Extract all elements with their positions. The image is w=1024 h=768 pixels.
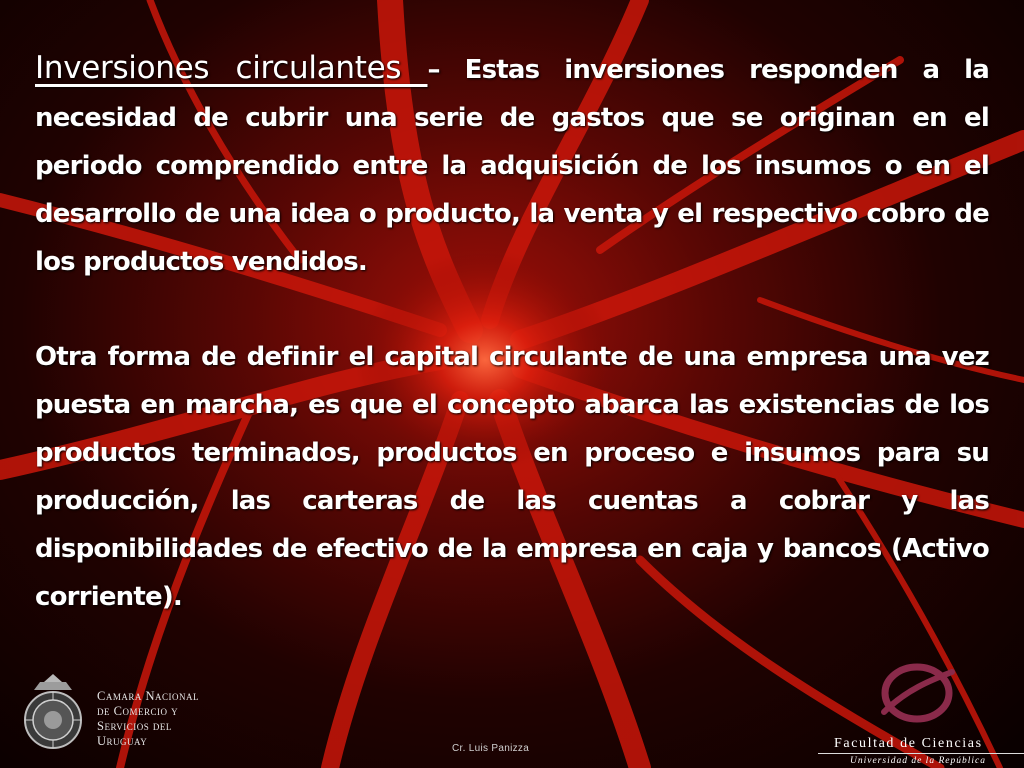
author-credit: Cr. Luis Panizza	[452, 743, 530, 754]
chamber-name-line: Camara Nacional	[97, 689, 199, 703]
paragraph-2: Otra forma de definir el capital circulante de una empresa una vez puesta en marcha, es que el concepto abarca las existencias de los productos terminados, productos en proceso e insumos para su producción, las carteras de las cuentas a cobrar y las disponibilidades de efectivo de la empresa en caja y bancos (Activo corriente).	[35, 342, 989, 612]
faculty-logo-block	[818, 660, 1024, 768]
chamber-name-line: de Comercio y	[97, 704, 179, 718]
chamber-name-line: Uruguay	[97, 734, 148, 748]
slide-body	[35, 44, 989, 621]
paragraph-1-text: – Estas inversiones responden a la necesidad de cubrir una serie de gastos que se originan en el periodo comprendido entre la adquisición de los insumos o en el desarrollo de una idea o producto, la venta y el respectivo cobro de los productos vendidos.	[35, 55, 990, 277]
chamber-name	[97, 689, 247, 749]
faculty-divider	[818, 753, 1024, 754]
heading: Inversiones circulantes	[35, 50, 428, 86]
faculty-logo-icon	[876, 660, 958, 726]
paragraph-1	[35, 44, 989, 286]
university-name: Universidad de la República	[850, 756, 986, 766]
faculty-name: Facultad de Ciencias	[834, 736, 983, 751]
chamber-logo-block	[20, 672, 240, 758]
chamber-seal-icon	[20, 672, 86, 758]
chamber-name-line: Servicios del	[97, 719, 172, 733]
